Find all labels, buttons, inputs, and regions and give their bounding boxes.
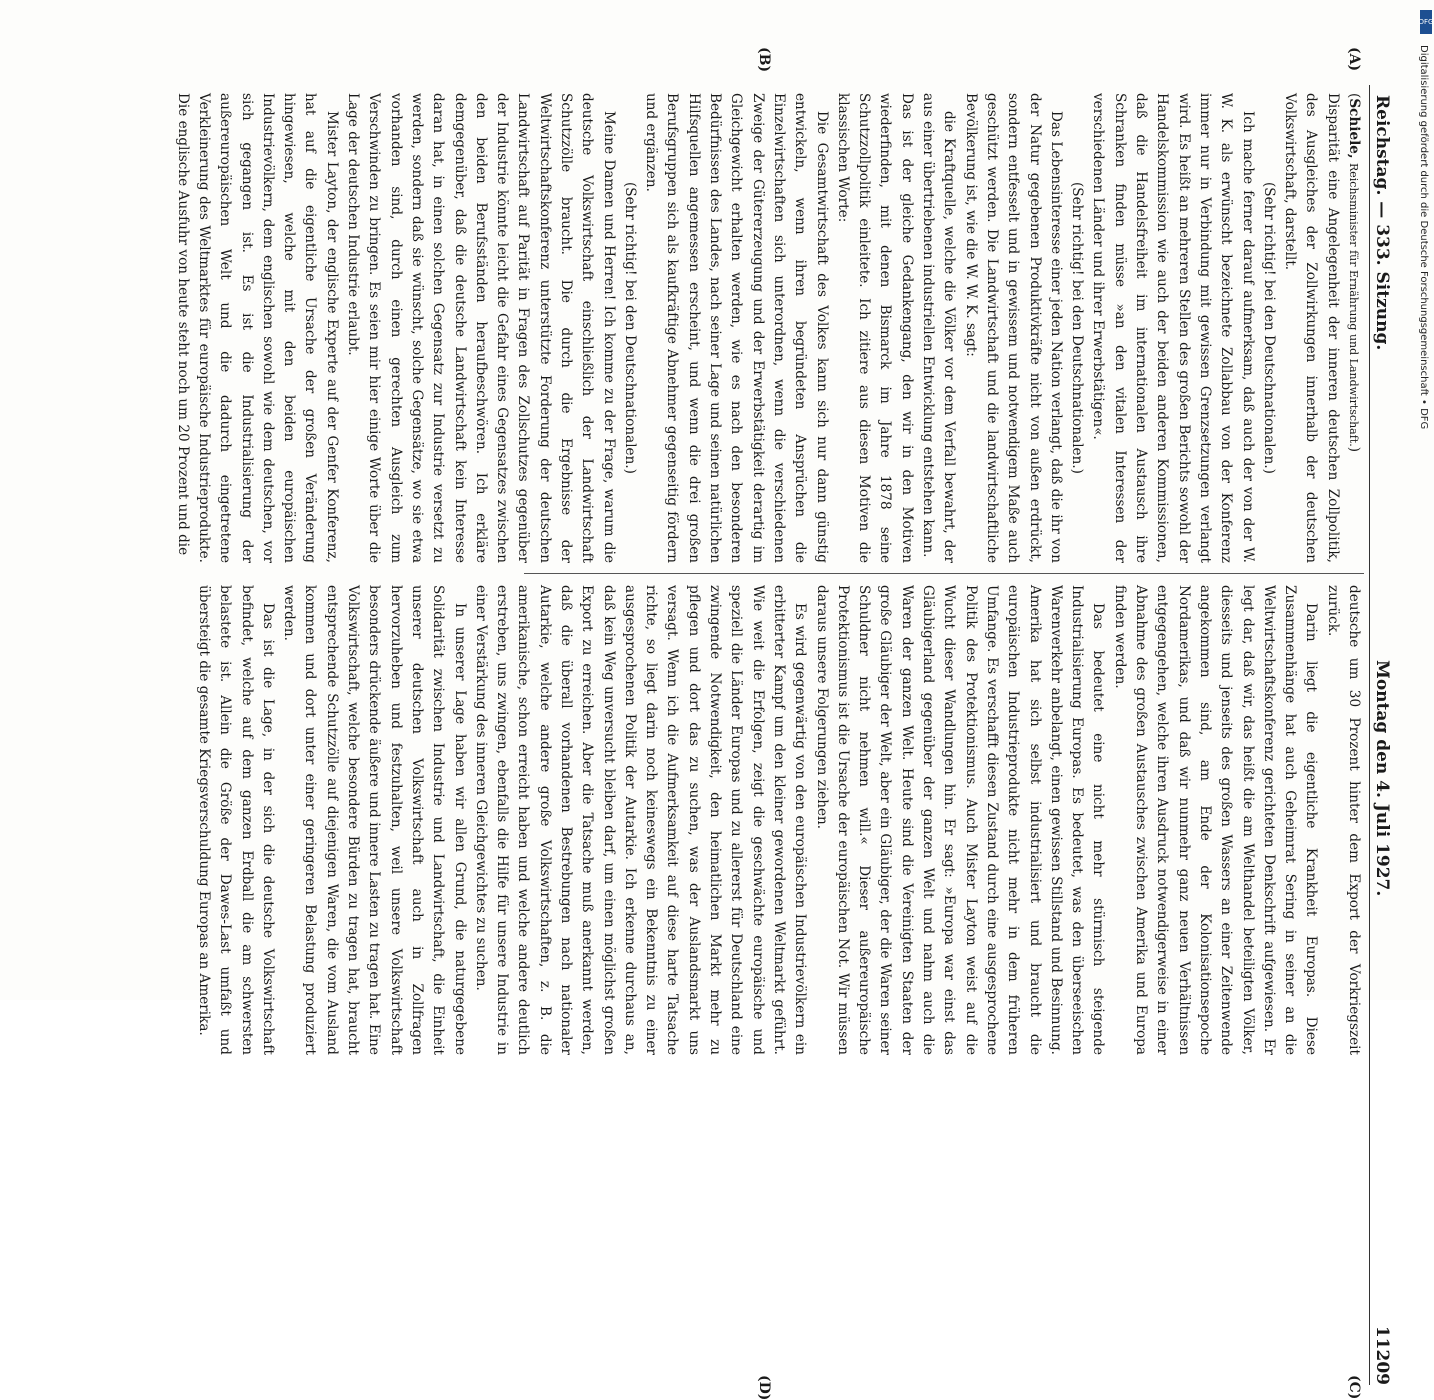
margin-marker-a: (A) bbox=[1346, 47, 1362, 72]
paragraph: Das ist die Lage, in der sich die deutsche Volkswirtschaft befindet, welche auf dem ganzen Erdball die am schwersten belastete ist. Allein die Größe der Dawes-Last umfaßt und übersteigt die gesamte Kriegsverschuldung Europas an Amerika. bbox=[195, 585, 276, 1055]
digitization-note-text: Digitalisierung gefördert durch die Deutsche Forschungsgemeinschaft • DFG bbox=[1418, 45, 1429, 430]
paragraph: Meine Damen und Herren! Ich komme zu der Frage, warum die deutsche Volkswirtschaft einschließlich der Landwirtschaft Schutzzölle braucht. Die durch die Ergebnisse der Weltwirtschaftskonferenz unterstützte Forderung der deutschen Landwirtschaft auf Parität in Fragen des Zollschutzes gegenüber der Industrie könnte leicht die Gefahr eines Gegensatzes zwischen den beiden Berufsständen heraufbeschwören. Ich erkläre demgegenüber, daß die deutsche Landwirtschaft kein Interesse daran hat, in einen solchen Gegensatz zur Industrie versetzt zu werden, sondern daß sie wünscht, solche Gegensätze, wo sie etwa vorhanden sind, durch einen gerechten Ausgleich zum Verschwinden zu bringen. Es seien mir hier einige Worte über die Lage der deutschen Industrie erlaubt. bbox=[345, 93, 617, 563]
document-page bbox=[92, 47, 1392, 1400]
running-header bbox=[1368, 85, 1392, 1385]
quote: die Kraftquelle, welche die Völker vor dem Verfall bewahrt, der aus einer übertriebenen industriellen Entwicklung entstehen kann. bbox=[920, 93, 958, 563]
right-column bbox=[193, 585, 1364, 1055]
margin-marker-d: (D) bbox=[756, 1375, 772, 1400]
paragraph: Disparität eine Angelegenheit der inneren deutschen Zollpolitik, des Ausgleiches der Zollwirkungen innerhalb der deutschen Volkswirtschaft, darstellt. bbox=[1282, 93, 1341, 563]
paragraph: Mister Layton, der englische Experte auf der Genfer Konferenz, hat auf die eigentliche Ursache der großen Veränderung hingewiesen, welche mit den beiden europäischen Industrievölkern, dem englischen sowohl wie dem deutschen, vor sich gegangen ist. Es ist die Industrialisierung der außereuropäischen Welt und die dadurch eingetretene Verkleinerung des Weltmarktes für europäische Industrieprodukte. Die englische Ausfuhr von heute steht noch um 20 Prozent und die bbox=[174, 93, 340, 563]
page-number: 11209 bbox=[1372, 1325, 1392, 1385]
header-left: Reichstag. — 333. Sitzung. bbox=[1372, 95, 1392, 351]
paragraph: Ich mache ferner darauf aufmerksam, daß auch der von der W. W. K. als erwünscht bezeichnete Zollabbau von der Konferenz immer nur in Verbindung mit gewissen Grenzsetzungen verlangt wird. Es heißt an mehreren Stellen des großen Berichts sowohl der Handelskommission wie auch der beiden anderen Kommissionen, daß die Handelsfreiheit im internationalen Austausch ihre Schranken finden müsse »an den vitalen Interessen der verschiedenen Länder und ihrer Erwerbstätigen«. bbox=[1090, 93, 1256, 563]
paragraph: Das Lebensinteresse einer jeden Nation verlangt, daß die ihr von der Natur gegebenen Produktivkräfte nicht von außen erdrückt, sondern entfesselt und in gewissem und notwendigem Maße auch geschützt werden. Die Landwirtschaft und die landwirtschaftliche Bevölkerung ist, wie die W. W. K. sagt: bbox=[962, 93, 1064, 563]
interjection: (Sehr richtig! bei den Deutschnationalen.) bbox=[1260, 182, 1277, 474]
dfg-logo: DFG bbox=[1420, 10, 1432, 34]
interjection: (Sehr richtig! bei den Deutschnationalen.) bbox=[1069, 182, 1086, 474]
header-rule bbox=[1369, 85, 1370, 1385]
header-date: Montag den 4. Juli 1927. bbox=[1372, 660, 1392, 897]
speaker-line: (Schiele, Reichsminister für Ernährung und Landwirtschaft.) bbox=[1346, 93, 1362, 453]
speaker-name: Schiele, bbox=[1346, 98, 1362, 159]
quote: Die Gesamtwirtschaft des Volkes kann sich nur dann günstig entwickeln, wenn ihren begründeten Ansprüchen die Einzelwirtschaften sich unterordnen, wenn die verschiedenen Zweige der Gütererzeugung und der Erwerbstätigkeit derartig im Gleichgewicht erhalten werden, wie es nach den besonderen Bedürfnissen des Landes, nach seiner Lage und seinen natürlichen Hilfsquellen angemessen erscheint, und wenn die drei großen Berufsgruppen sich als kaufkräftige Abnehmer gegenseitig fördern und ergänzen. bbox=[643, 93, 830, 563]
paragraph: In unserer Lage haben wir allen Grund, die naturgegebene Solidarität zwischen Industrie und Landwirtschaft, die Einheit unserer deutschen Volkswirtschaft auch in Zollfragen hervorzuheben und festzuhalten, weil unsere Volkswirtschaft besonders drückende äußere und innere Lasten zu tragen hat. Eine Volkswirtschaft, welche besondere Bürden zu tragen hat, braucht entsprechende Schutzzölle auf diejenigen Waren, die vom Ausland kommen und dort unter einer geringeren Belastung produziert werden. bbox=[281, 585, 468, 1055]
column-rule bbox=[524, 573, 1364, 574]
paragraph: Es wird gegenwärtig von den europäischen Industrievölkern ein erbitterter Kampf um den kleiner gewordenen Weltmarkt geführt. Wie weit die Erfolgen, zeigt die geschwächte europäische und speziell die Länder Europas und zu allererst für Deutschland eine zwingende Notwendigkeit, den heimatlichen Markt mehr zu pflegen und dort das zu suchen, was der Auslandsmarkt uns versagt. Wenn ich die Aufmerksamkeit auf diese harte Tatsache richte, so liegt darin noch keineswegs ein Bekenntnis zu einer ausgesprochenen Politik der Autarkie. Ich erkenne durchaus an, daß kein Weg unversucht bleiben darf, um einen möglichst großen Export zu erreichen. Aber die Tatsache muß anerkannt werden, daß die überall vorhandenen Bestrebungen nach nationaler Autarkie, welche andere große Volkswirtschaften, z. B. die amerikanische, schon erreicht haben und welche andere deutlich erstreben, uns zwingen, ebenfalls die Hilfe für unsere Industrie in einer Verstärkung des inneren Gleichgewichtes zu suchen. bbox=[472, 585, 809, 1055]
left-column bbox=[171, 93, 1364, 563]
paragraph: Das ist der gleiche Gedankengang, den wir in den Motiven wiederfinden, mit denen Bismarck im Jahre 1878 seine Schutzzollpolitik einleitete. Ich zitiere aus diesen Motiven die klassischen Worte: bbox=[834, 93, 915, 563]
margin-marker-c: (C) bbox=[1346, 1375, 1362, 1400]
paragraph: Das bedeutet eine nicht mehr stürmisch steigende Industrialisierung Europas. Es bedeutet, was den überseeischen Warenverkehr anbelangt, einen gewissen Stillstand und Besinnung. Amerika hat sich selbst industrialisiert und braucht die europäischen Industrieprodukte nicht mehr in dem früheren Umfange. Es verschafft diesen Zustand durch eine ausgesprochene Politik des Protektionismus. Auch Mister Layton weist auf die Wucht dieser Wandlungen hin. Er sagt: »Europa war einst das Gläubigerland gegenüber der ganzen Welt und nahm auch die Waren der ganzen Welt. Heute sind die Vereinigten Staaten der große Gläubiger der Welt, aber ein Gläubiger, der die Waren seiner Schuldner nicht nehmen will.« Dieser außereuropäische Protektionismus ist die Ursache der europäischen Not. Wir müssen daraus unsere Folgerungen ziehen. bbox=[813, 585, 1107, 1055]
paragraph: Darin liegt die eigentliche Krankheit Europas. Diese Zusammenhänge hat auch Geheimrat Sering in seiner an die Weltwirtschaftskonferenz gerichteten Denkschrift aufgewiesen. Er legt dar, daß wir, das heißt die am Welthandel beteiligten Völker, diesseits und jenseits des großen Wassers an einer Zeitenwende angekommen sind, am Ende der Kolonisationsepoche Nordamerikas, und daß wir nunmehr ganz neuen Verhältnissen entgegengehen, welche ihren Ausdruck notwendigerweise in einer Abnahme des großen Austausches zwischen Amerika und Europa finden werden. bbox=[1111, 585, 1320, 1055]
margin-marker-b: (B) bbox=[756, 47, 772, 73]
speaker-role: Reichsminister für Ernährung und Landwirtschaft. bbox=[1347, 162, 1360, 447]
paragraph: deutsche um 30 Prozent hinter dem Export der Vorkriegszeit zurück. bbox=[1324, 585, 1362, 1055]
interjection: (Sehr richtig! bei den Deutschnationalen.) bbox=[621, 182, 638, 474]
digitization-note bbox=[1415, 15, 1429, 985]
